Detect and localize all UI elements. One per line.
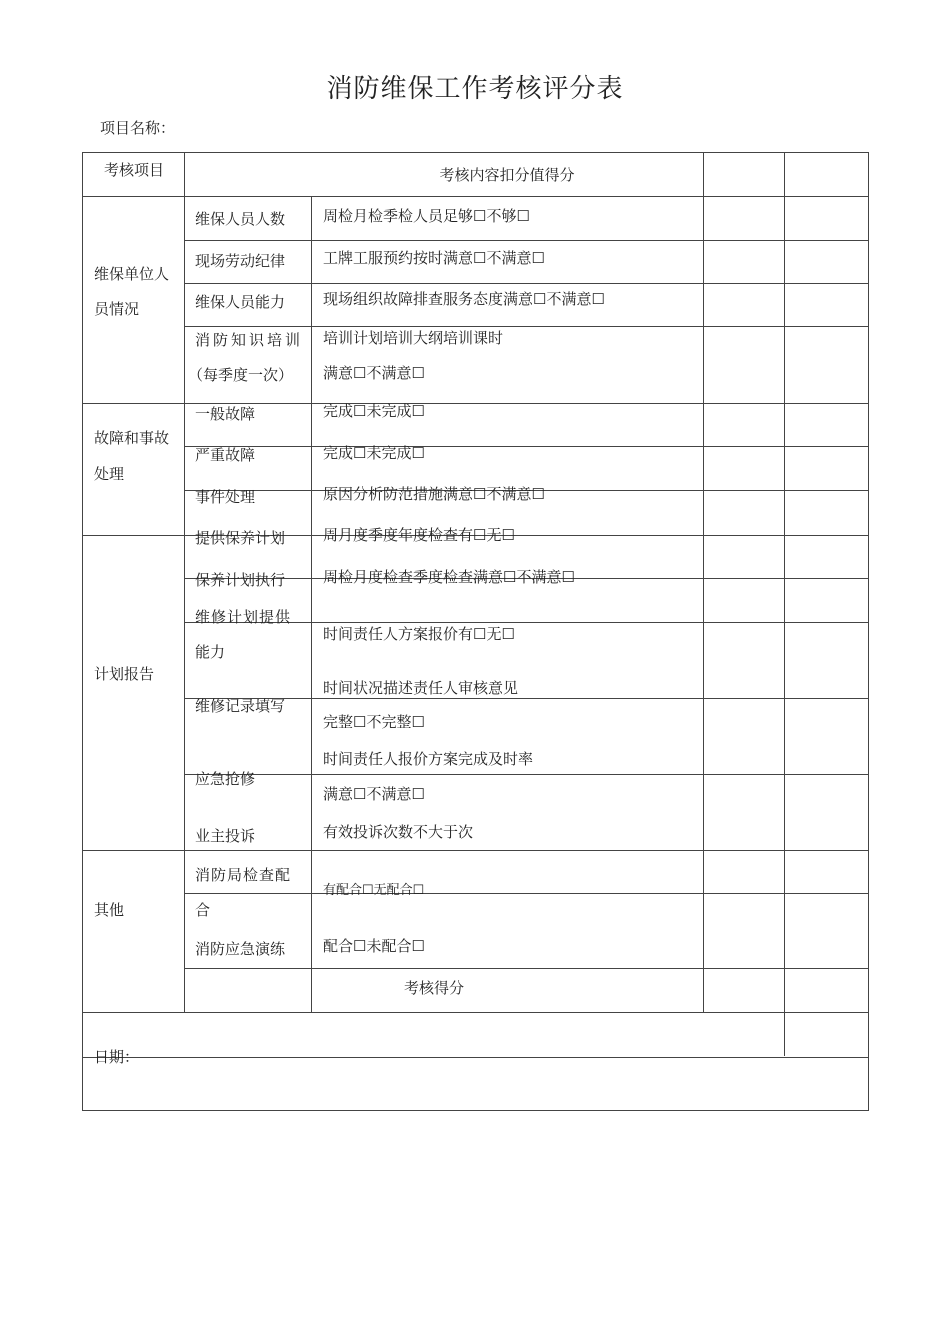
row-content: 完成☐未完成☐ bbox=[323, 402, 425, 420]
header-content: 考核内容扣分值得分 bbox=[439, 166, 575, 184]
section-label-personnel-line2: 员情况 bbox=[94, 300, 140, 318]
row-content-line2: 时间责任人报价方案完成及时率 bbox=[323, 750, 534, 768]
row-content: 周检月检季检人员足够☐不够☐ bbox=[323, 207, 530, 225]
row-item-line2: 能力 bbox=[195, 643, 226, 661]
row-content: 周检月度检查季度检查满意☐不满意☐ bbox=[323, 568, 575, 586]
row-item: 维修记录填写 bbox=[195, 697, 286, 715]
row-item: 消防局检查配 bbox=[195, 866, 292, 884]
row-content: 配合☐未配合☐ bbox=[323, 937, 425, 955]
table-rule bbox=[184, 283, 869, 284]
table-rule bbox=[82, 152, 869, 153]
section-label-faults: 故障和事故 bbox=[94, 429, 170, 447]
section-label-faults-line2: 处理 bbox=[94, 465, 125, 483]
row-item: 维修计划提供 bbox=[195, 608, 292, 626]
row-content: 现场组织故障排查服务态度满意☐不满意☐ bbox=[323, 290, 605, 308]
row-content-line2: 满意☐不满意☐ bbox=[323, 364, 425, 382]
row-item: 消防知识培训 bbox=[195, 331, 304, 349]
row-item: 应急抢修 bbox=[195, 770, 256, 788]
table-rule bbox=[82, 1057, 869, 1058]
row-content: 满意☐不满意☐ bbox=[323, 785, 425, 803]
table-rule bbox=[184, 968, 869, 969]
table-rule bbox=[868, 152, 869, 1110]
table-rule bbox=[82, 1110, 869, 1111]
table-rule bbox=[82, 1012, 869, 1013]
row-content: 时间责任人方案报价有☐无☐ bbox=[323, 625, 515, 643]
row-item: 消防应急演练 bbox=[195, 940, 286, 958]
row-content: 完整☐不完整☐ bbox=[323, 713, 425, 731]
page-title: 消防维保工作考核评分表 bbox=[326, 74, 624, 104]
row-item: 事件处理 bbox=[195, 488, 256, 506]
header-item: 考核项目 bbox=[104, 161, 165, 179]
row-item: 业主投诉 bbox=[195, 827, 256, 845]
row-content: 有配合☐无配合☐ bbox=[323, 883, 425, 898]
table-rule bbox=[184, 152, 185, 1012]
table-rule bbox=[184, 446, 869, 447]
table-rule bbox=[82, 850, 869, 851]
row-content: 周月度季度年度检查有☐无☐ bbox=[323, 526, 515, 544]
date-label: 日期： bbox=[94, 1048, 140, 1066]
section-label-plans: 计划报告 bbox=[94, 665, 155, 683]
row-item: 维保人员能力 bbox=[195, 293, 286, 311]
table-rule bbox=[311, 196, 312, 1012]
row-item: 现场劳动纪律 bbox=[195, 252, 286, 270]
row-content: 培训计划培训大纲培训课时 bbox=[323, 329, 504, 347]
table-rule bbox=[184, 326, 869, 327]
table-rule bbox=[184, 698, 869, 699]
row-item-line2: 合 bbox=[195, 901, 211, 919]
row-item: 一般故障 bbox=[195, 405, 256, 423]
row-item: 严重故障 bbox=[195, 446, 256, 464]
row-content: 原因分析防范措施满意☐不满意☐ bbox=[323, 485, 545, 503]
table-rule bbox=[184, 893, 869, 894]
row-content-line2: 时间状况描述责任人审核意见 bbox=[323, 679, 519, 697]
table-rule bbox=[703, 152, 704, 1012]
section-label-other: 其他 bbox=[94, 901, 125, 919]
table-rule bbox=[82, 152, 83, 1110]
table-rule bbox=[82, 403, 869, 404]
table-rule bbox=[184, 774, 869, 775]
table-rule bbox=[784, 152, 785, 1056]
row-content: 工牌工服预约按时满意☐不满意☐ bbox=[323, 249, 545, 267]
table-rule bbox=[184, 240, 869, 241]
row-item-line2: （每季度一次） bbox=[188, 366, 294, 384]
table-rule bbox=[82, 196, 869, 197]
total-score-label: 考核得分 bbox=[403, 979, 464, 997]
row-item: 维保人员人数 bbox=[195, 210, 286, 228]
section-label-personnel: 维保单位人 bbox=[94, 265, 170, 283]
project-name-label: 项目名称： bbox=[100, 119, 176, 137]
row-item: 保养计划执行 bbox=[195, 571, 286, 589]
row-content: 完成☐未完成☐ bbox=[323, 444, 425, 462]
row-content: 有效投诉次数不大于次 bbox=[323, 823, 474, 841]
row-item: 提供保养计划 bbox=[195, 529, 286, 547]
